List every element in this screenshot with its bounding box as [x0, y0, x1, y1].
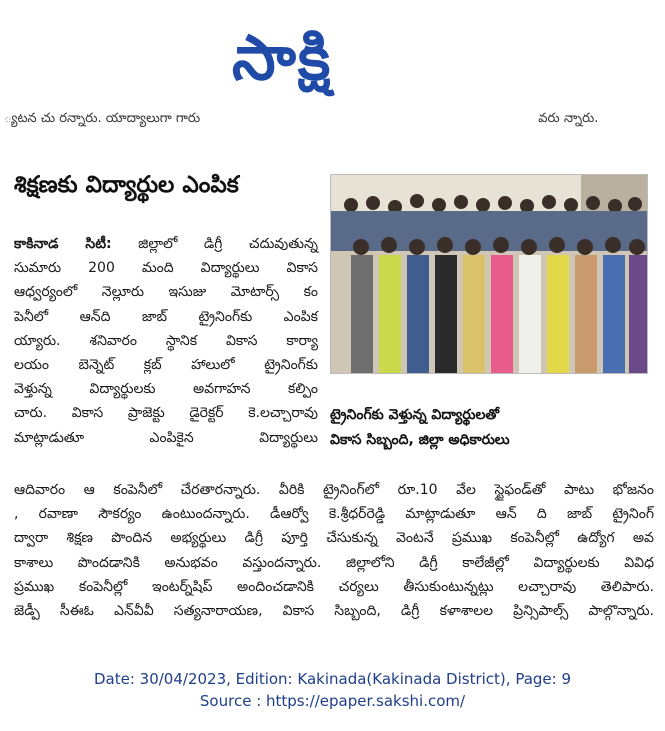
text-line [14, 232, 318, 256]
article-column-text [14, 232, 318, 450]
text-line: వెళ్తున్న విద్యార్థులకు అవగాహన కల్పిం [14, 381, 318, 398]
text-line: సుమారు 200 మంది విద్యార్థులు వికాస [14, 260, 318, 277]
source-info [0, 668, 665, 712]
group-photo [330, 174, 648, 374]
clipped-previous-article [0, 111, 665, 140]
source-url-line: Source : https://epaper.sakshi.com/ [199, 692, 466, 710]
text-line: ఆదివారం ఆ కంపెనీలో చేరతారన్నారు. వీరికి ట్రైనింగ్‌లో రూ.10 వేల స్టైఫండ్‌తో పాటు భోజనం [14, 482, 654, 498]
caption-line: ట్రైనింగ్‌కు వెళ్తున్న విద్యార్థులతో [330, 407, 500, 423]
article-full-width-text [14, 478, 654, 623]
sakshi-logo: సాక్షి [232, 21, 333, 94]
text-line: ద్వారా శిక్షణ పొందిన అభ్యర్థులు డిగ్రీ పూర్తి చేసుకున్న వెంటనే ప్రముఖ కంపెనీల్లో ఉద్యోగ అవ [14, 530, 654, 547]
text-line: య్యారు. శనివారం స్థానిక వికాస కార్యా [14, 332, 318, 349]
group-photo-illustration [331, 175, 647, 373]
clipped-text-left: ్యటన చు రన్నారు. యాద్యాలుగా గారు [4, 111, 201, 126]
text-line: ఆధ్వర్యంలో నెల్లూరు ఇసుజు మోటార్స్ కం [14, 284, 318, 301]
text-line: లయం బెన్నెట్ క్లబ్ హాలులో ట్రైనింగ్‌కు [14, 356, 318, 373]
photo-caption [330, 403, 646, 453]
text-line: పెనీలో ఆన్‌ది జాబ్ ట్రైనింగ్‌కు ఎంపిక [14, 308, 318, 325]
text-line: మాట్లాడుతూ ఎంపికైన విద్యార్థులు [14, 429, 318, 446]
text-line-content: జిల్లాలో డిగ్రీ చదువుతున్న [111, 236, 318, 252]
text-line: జెడ్పీ సీఈఓ ఎన్‌వీవీ సత్యనారాయణ, వికాస సిబ్బంది, డిగ్రీ కళాశాలల ప్రిన్సిపాల్స్ పాల్గొన్నారు. [14, 602, 654, 619]
text-line: , రవాణా సౌకర్యం ఉంటుందన్నారు. డీఆర్వో కె.శ్రీధర్‌రెడ్డి మాట్లాడుతూ ఆన్ ది జాబ్ ట్రైనింగ్ [14, 506, 654, 523]
masthead [0, 0, 665, 118]
text-line: ప్రముఖ కంపెనీల్లో ఇంటర్న్‌షిప్ అందించడానికి చర్యలు తీసుకుంటున్నట్లు లచ్చారావు తెలిపారు. [14, 578, 654, 595]
article-headline: శిక్షణకు విద్యార్థుల ఎంపిక [14, 172, 239, 198]
caption-line: వికాస సిబ్బంది, జిల్లా అధికారులు [330, 432, 510, 448]
dateline: కాకినాడ సిటీ: [14, 236, 112, 252]
clipped-text-right: వరు న్నారు. [538, 111, 599, 126]
text-line: కాశాలు పొందడానికి అనుభవం వస్తుందన్నారు. జిల్లాలోని డిగ్రీ కాలేజీల్లో విద్యార్థులకు వివిధ [14, 554, 654, 571]
edition-date-line: Date: 30/04/2023, Edition: Kakinada(Kakinada District), Page: 9 [93, 670, 571, 688]
text-line: చారు. వికాస ప్రాజెక్టు డైరెక్టర్ కె.లచ్చారావు [14, 405, 318, 422]
